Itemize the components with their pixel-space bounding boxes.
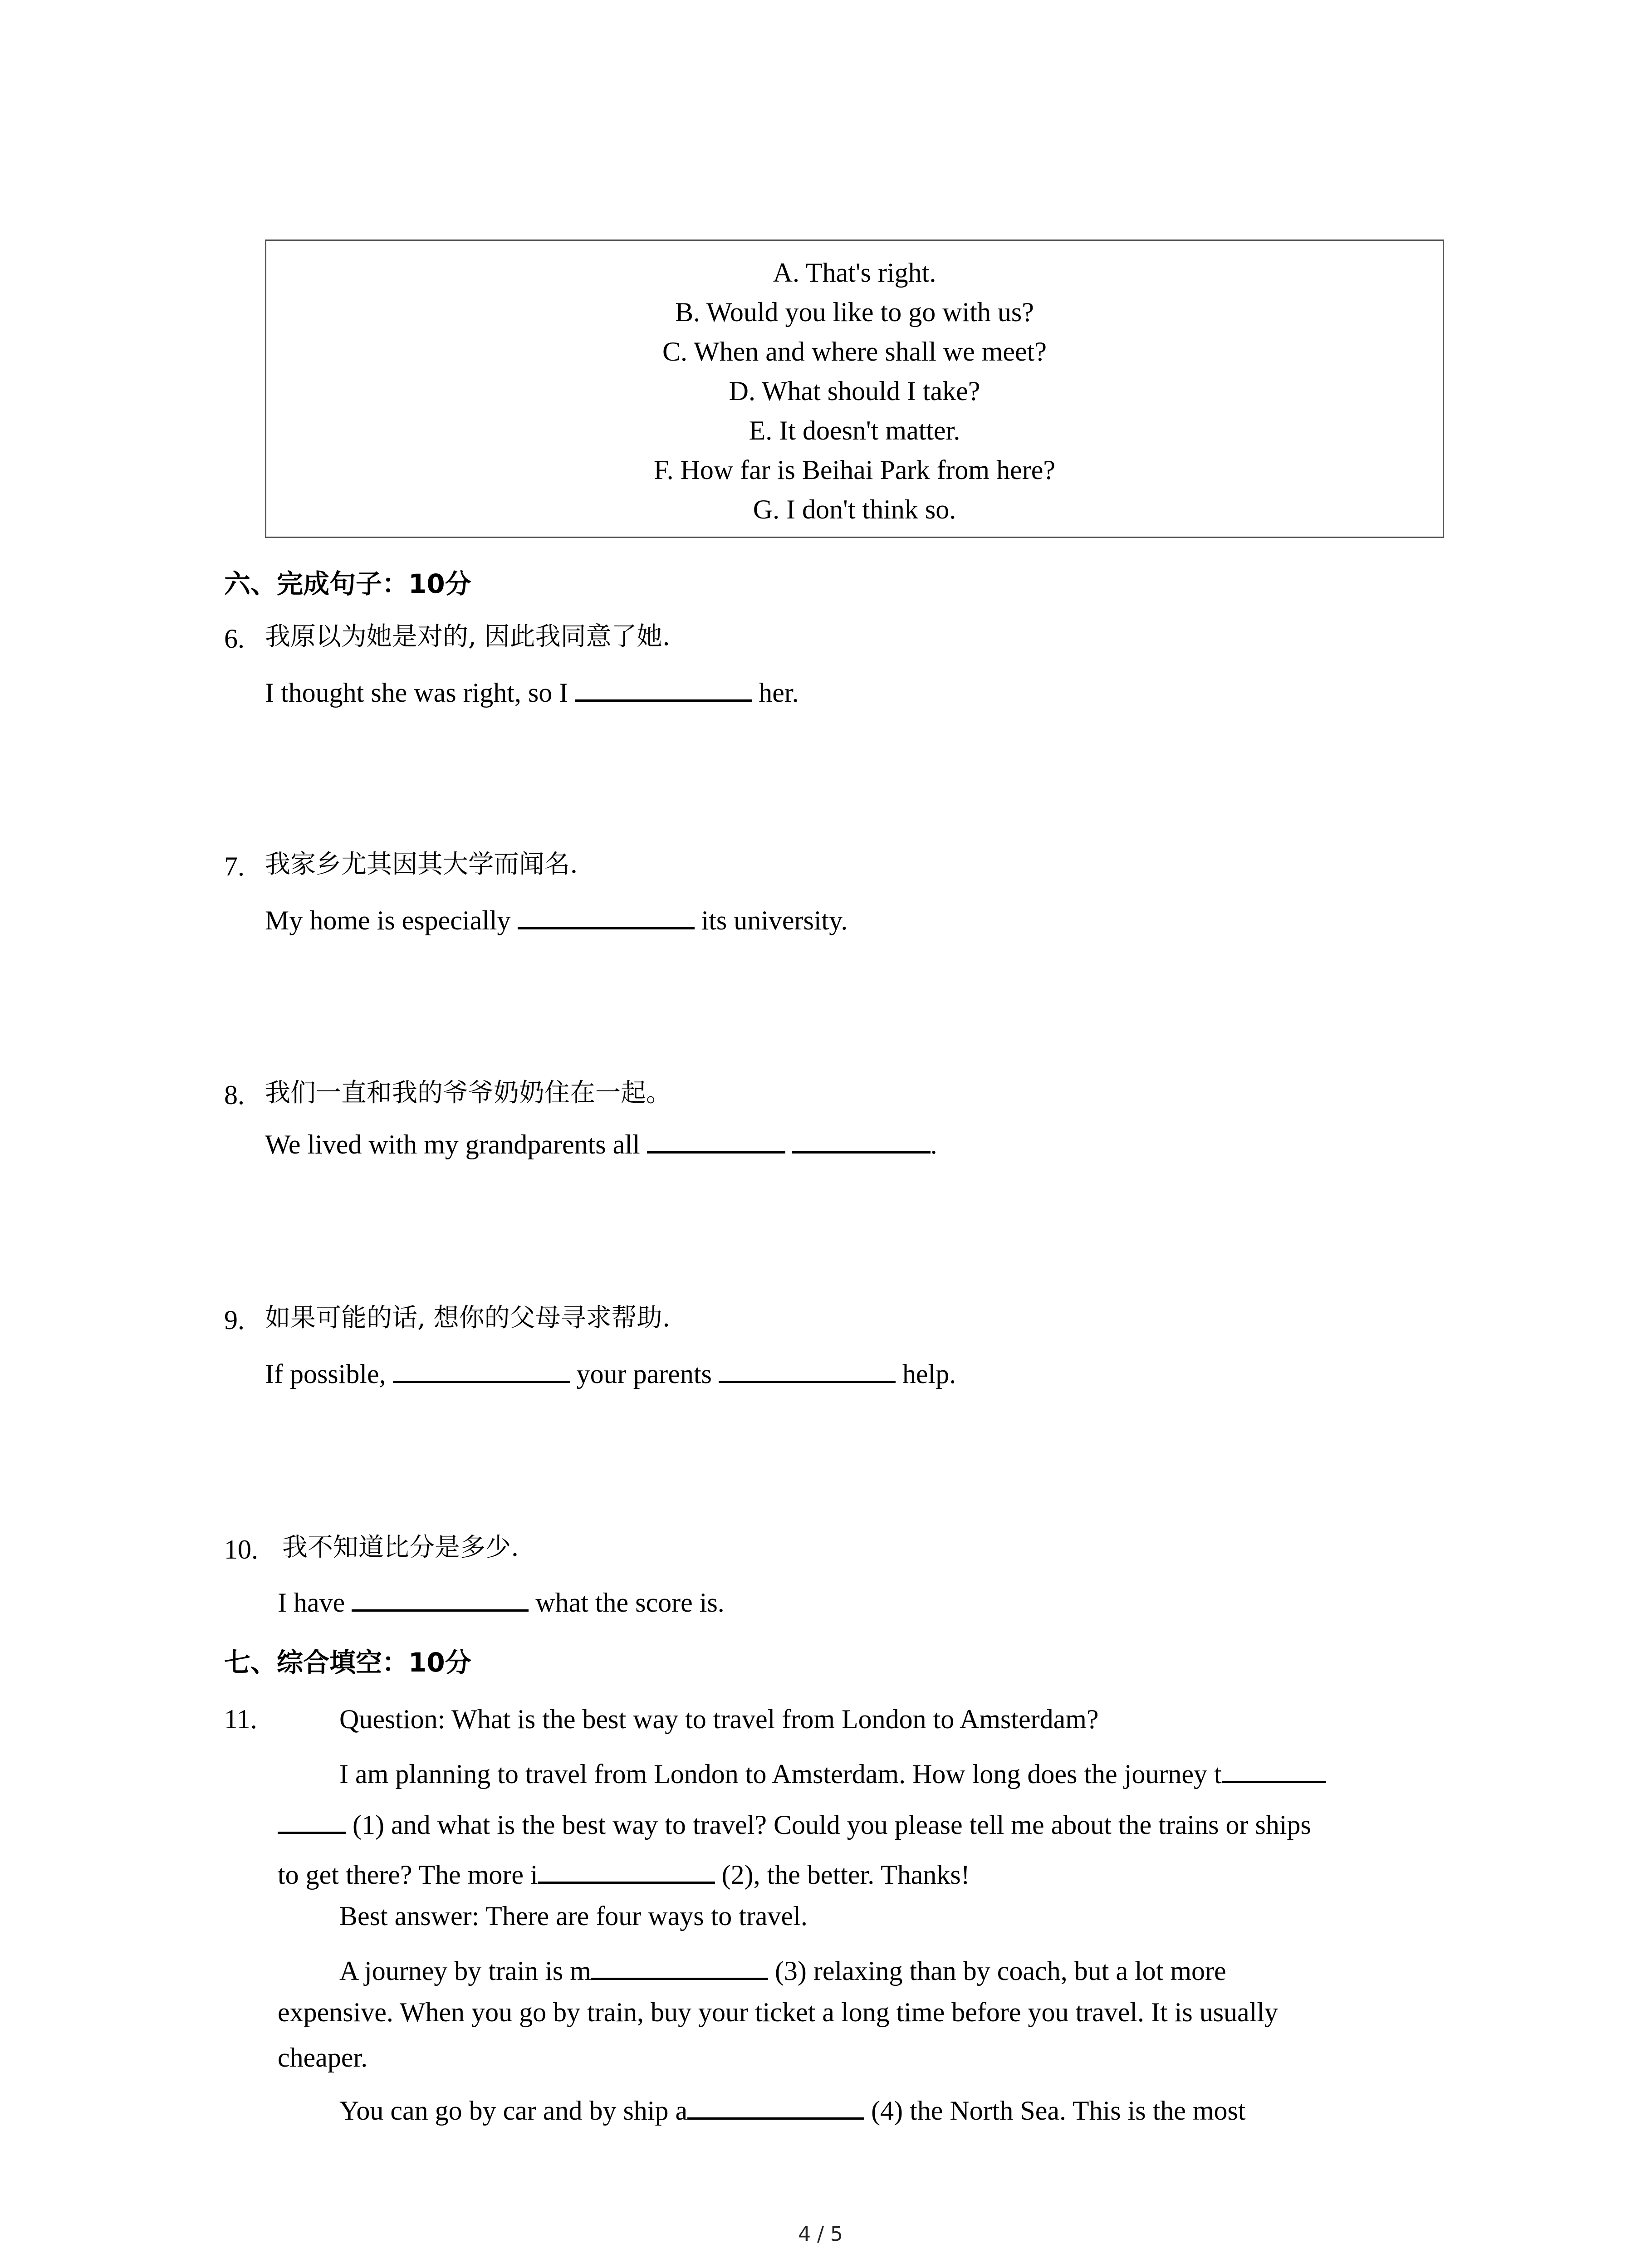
q10-chinese: 我不知道比分是多少. <box>282 1533 519 1562</box>
section6-heading: 六、完成句子：10分 <box>224 568 471 599</box>
q11-p1-line3-text-b: (2), the better. Thanks! <box>721 1860 970 1890</box>
q11-p1-line2 <box>278 1807 1311 1838</box>
option-g: G. I don't think so. <box>753 494 956 524</box>
q8-text-1: We lived with my grandparents all <box>265 1129 640 1159</box>
q6-chinese: 我原以为她是对的, 因此我同意了她. <box>265 622 671 651</box>
q6-number: 6. <box>224 624 245 654</box>
q7-number: 7. <box>224 851 245 881</box>
q10-text-2: what the score is. <box>535 1588 725 1618</box>
option-c: C. When and where shall we meet? <box>662 337 1047 367</box>
q11-p1-line3 <box>278 1857 970 1888</box>
q11-blank-3[interactable] <box>591 1953 768 1980</box>
q10-text-1: I have <box>278 1588 345 1618</box>
q8-sentence <box>265 1127 937 1158</box>
option-f: F. How far is Beihai Park from here? <box>654 455 1055 485</box>
q11-number: 11. <box>224 1704 257 1734</box>
q11-p2-line1-text-b: (3) relaxing than by coach, but a lot more <box>774 1956 1226 1986</box>
q6-text-2: her. <box>759 678 799 708</box>
q10-sentence <box>278 1585 725 1616</box>
q7-text-2: its university. <box>701 905 848 935</box>
option-b: B. Would you like to go with us? <box>675 297 1034 327</box>
q7-sentence <box>265 903 847 934</box>
option-e: E. It doesn't matter. <box>749 415 960 445</box>
q9-blank-1[interactable] <box>393 1356 570 1383</box>
q9-number: 9. <box>224 1305 245 1335</box>
q8-number: 8. <box>224 1080 245 1110</box>
q11-blank-4[interactable] <box>687 2093 864 2120</box>
q11-p1-line3-text-a: to get there? The more i <box>278 1860 538 1890</box>
q11-p1-line2-text: (1) and what is the best way to travel? Could you please tell me about the trains or ships <box>353 1810 1311 1840</box>
q7-text-1: My home is especially <box>265 905 511 935</box>
q11-question: Question: What is the best way to travel from London to Amsterdam? <box>339 1704 1099 1734</box>
q9-text-2: your parents <box>576 1359 712 1389</box>
q7-blank[interactable] <box>518 903 695 929</box>
q11-p2-line2: expensive. When you go by train, buy your ticket a long time before you travel. It is usually <box>278 1997 1279 2027</box>
section7-heading: 七、综合填空：10分 <box>224 1647 471 1678</box>
q9-text-3: help. <box>902 1359 956 1389</box>
q10-number: 10. <box>224 1535 258 1564</box>
q11-p3-line1-text-a: You can go by car and by ship a <box>339 2096 688 2126</box>
q6-sentence <box>265 675 799 706</box>
q11-blank-1a[interactable] <box>1222 1756 1326 1783</box>
q11-p2-line1 <box>339 1953 1226 1984</box>
q8-blank-2[interactable] <box>792 1127 931 1154</box>
q11-p3-line1-text-b: (4) the North Sea. This is the most <box>871 2096 1246 2126</box>
option-d: D. What should I take? <box>729 376 980 406</box>
q11-blank-1b[interactable] <box>278 1807 346 1834</box>
q11-p2-line3: cheaper. <box>278 2043 368 2072</box>
q7-chinese: 我家乡尤其因其大学而闻名. <box>265 850 578 879</box>
options-box <box>265 240 1444 538</box>
q9-blank-2[interactable] <box>719 1356 896 1383</box>
q11-p3-line1 <box>339 2093 1246 2124</box>
q9-chinese: 如果可能的话, 想你的父母寻求帮助. <box>265 1303 671 1333</box>
q8-blank-1[interactable] <box>647 1127 785 1154</box>
q8-text-2: . <box>930 1129 937 1159</box>
page-number: 4 / 5 <box>798 2223 843 2246</box>
q11-blank-2[interactable] <box>538 1857 715 1884</box>
q6-blank[interactable] <box>575 675 752 702</box>
q11-p1-line1-text: I am planning to travel from London to Amsterdam. How long does the journey t <box>339 1759 1222 1789</box>
q11-p2-line1-text-a: A journey by train is m <box>339 1956 591 1986</box>
q11-best-answer: Best answer: There are four ways to travel. <box>339 1901 808 1931</box>
q6-text-1: I thought she was right, so I <box>265 678 568 708</box>
q9-sentence <box>265 1356 956 1388</box>
q11-p1-line1 <box>339 1756 1326 1788</box>
q9-text-1: If possible, <box>265 1359 386 1389</box>
q8-chinese: 我们一直和我的爷爷奶奶住在一起。 <box>265 1078 671 1108</box>
q10-blank[interactable] <box>352 1585 529 1612</box>
option-a: A. That's right. <box>773 258 936 288</box>
